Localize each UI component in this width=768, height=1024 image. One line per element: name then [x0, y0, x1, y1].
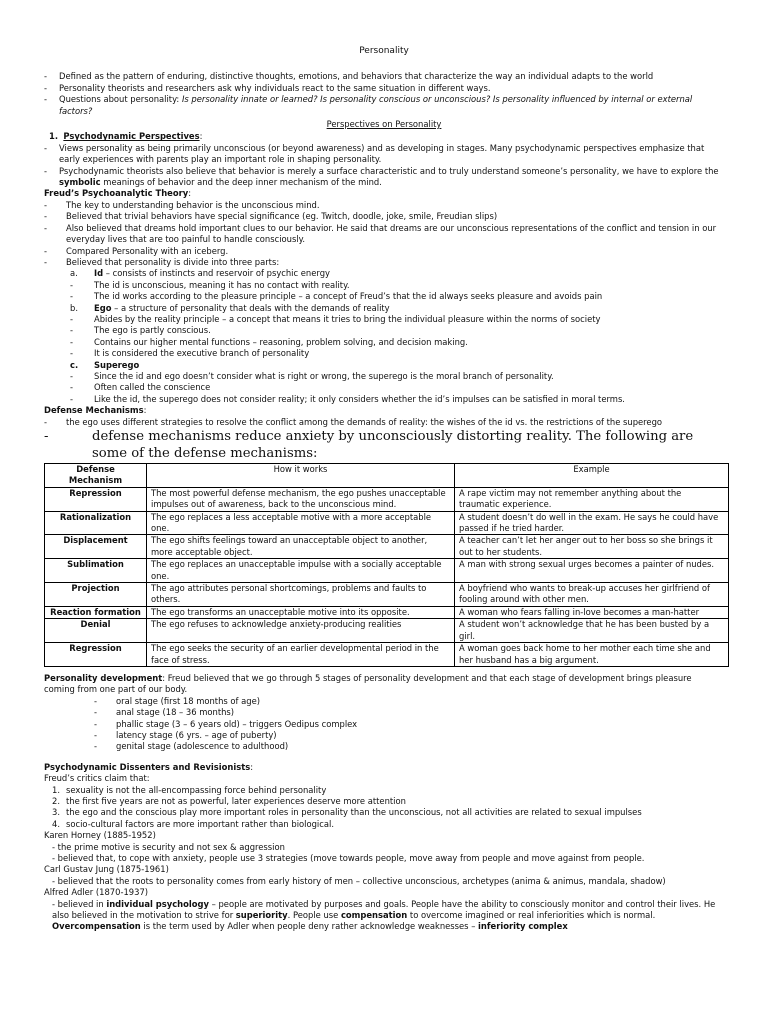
defense-item: - the ego uses different strategies to resolve the conflict among the demands of reality: the wishes of the id vs. the restrictions of the superego — [44, 416, 663, 427]
freud-section — [44, 188, 724, 405]
ego-part: b. Ego – a structure of personality that deals with the demands of reality — [70, 302, 390, 313]
adler-name: Alfred Adler (1870-1937) — [44, 887, 149, 898]
dissenters-section — [44, 762, 724, 933]
freud-item: - The key to understanding behavior is the unconscious mind. — [44, 199, 320, 210]
document-page — [44, 46, 724, 933]
table-header-row — [45, 464, 729, 488]
claim-item: 4. socio-cultural factors are more important rather than biological. — [52, 818, 334, 829]
stage-item: - genital stage (adolescence to adulthood) — [94, 741, 289, 752]
stage-item: - latency stage (6 yrs. – age of puberty) — [94, 729, 277, 740]
superego-item: - Like the id, the superego does not consider reality; it only considers whether the id’s impulses can be satisfied in moral terms. — [70, 393, 625, 404]
column-header: Defense Mechanism — [45, 464, 147, 488]
defense-item-large: - defense mechanisms reduce anxiety by unconsciously distorting reality. The following are some of the defense mechanisms: — [44, 429, 694, 461]
horney-name: Karen Horney (1885-1952) — [44, 830, 156, 841]
perspectives-heading: Perspectives on Personality — [326, 119, 442, 130]
ego-item: - It is considered the executive branch of personality — [70, 348, 310, 359]
column-header: How it works — [147, 464, 455, 488]
intro-item: - Defined as the pattern of enduring, distinctive thoughts, emotions, and behaviors that characterize the way an individual adapts to the world — [44, 71, 654, 82]
intro-list — [44, 71, 724, 117]
defense-mechanisms-table — [44, 463, 729, 667]
horney-item: - the prime motive is security and not sex & aggression — [52, 841, 285, 852]
claim-item: 1. sexuality is not the all-encompassing force behind personality — [52, 784, 327, 795]
table-row: Rationalization The ego replaces a less acceptable motive with a more acceptable one. A student doesn’t do well in the exam. He says he could have passed if he tried harder. — [45, 511, 729, 535]
defense-section — [44, 405, 724, 667]
ego-item: - Contains our higher mental functions – reasoning, problem solving, and decision making. — [70, 336, 468, 347]
superego-item: - Often called the conscience — [70, 382, 211, 393]
stage-item: - phallic stage (3 – 6 years old) – triggers Oedipus complex — [94, 718, 358, 729]
intro-item: - Personality theorists and researchers ask why individuals react to the same situation in different ways. — [44, 82, 491, 93]
id-part: a. Id – consists of instincts and reservoir of psychic energy — [70, 268, 330, 279]
table-row: Repression The most powerful defense mechanism, the ego pushes unacceptable impulses out of awareness, back to the unconscious mind. A rape victim may not remember anything about the traumatic experience. — [45, 487, 729, 511]
superego-item: - Since the id and ego doesn’t consider what is right or wrong, the superego is the moral branch of personality. — [70, 370, 554, 381]
table-row: Reaction formation The ego transforms an unacceptable motive into its opposite. A woman who fears falling in-love becomes a man-hatter — [45, 606, 729, 618]
dissenters-intro: Freud’s critics claim that: — [44, 773, 150, 784]
development-paragraph: Personality development: Freud believed that we go through 5 stages of personality development and that each stage of development brings pleasure coming from one part of our body. — [44, 672, 692, 695]
jung-name: Carl Gustav Jung (1875-1961) — [44, 864, 169, 875]
claim-item: 2. the first five years are not as powerful, later experiences deserve more attention — [52, 795, 406, 806]
dissenters-heading: Psychodynamic Dissenters and Revisionists: — [44, 761, 254, 772]
freud-item: - Believed that trivial behaviors have special significance (eg. Twitch, doodle, joke, smile, Freudian slips) — [44, 211, 498, 222]
id-item: - The id works according to the pleasure principle – a concept of Freud’s that the id always seeks pleasure and avoids pain — [70, 291, 603, 302]
freud-item: - Also believed that dreams hold important clues to our behavior. He said that dreams are our unconscious representations of the conflict and tension in our everyday lives that are too painful to handle consciously. — [44, 222, 717, 245]
ego-item: - The ego is partly conscious. — [70, 325, 211, 336]
freud-item: - Compared Personality with an iceberg. — [44, 245, 229, 256]
superego-part: c. Superego — [70, 359, 140, 370]
claim-item: 3. the ego and the conscious play more important roles in personality than the unconscious, not all activities are related to sexual impulses — [52, 807, 642, 818]
stage-item: - oral stage (first 18 months of age) — [94, 695, 261, 706]
table-row: Regression The ego seeks the security of an earlier developmental period in the face of stress. A woman goes back home to her mother each time she and her husband has a big argument. — [45, 643, 729, 667]
ego-item: - Abides by the reality principle – a concept that means it tries to bring the individual pleasure within the norms of society — [70, 313, 601, 324]
freud-heading: Freud’s Psychoanalytic Theory: — [44, 188, 192, 199]
table-row: Displacement The ego shifts feelings toward an unacceptable object to another, more acceptable object. A teacher can’t let her anger out to her boss so she brings it out to her students. — [45, 535, 729, 559]
column-header: Example — [455, 464, 729, 488]
psychodynamic-section — [44, 131, 724, 188]
psychodynamic-item: - Psychodynamic theorists also believe that behavior is merely a surface characteristic and to truly understand someone’s personality, we have to explore the symbolic meanings of behavior and the deep inner mechanism of the mind. — [44, 165, 719, 188]
table-row: Sublimation The ego replaces an unacceptable impulse with a socially acceptable one. A man with strong sexual urges becomes a painter of nudes. — [45, 559, 729, 583]
development-section — [44, 673, 724, 753]
jung-item: - believed that the roots to personality comes from early history of men – collective unconscious, archetypes (anima & animus, mandala, shadow) — [52, 875, 666, 886]
horney-item: - believed that, to cope with anxiety, people use 3 strategies (move towards people, move away from people and move against from people. — [52, 853, 645, 863]
table-row: Denial The ego refuses to acknowledge anxiety-producing realities A student won’t acknowledge that he has been busted by a girl. — [45, 619, 729, 643]
freud-item: - Believed that personality is divide into three parts: — [44, 256, 280, 267]
stage-item: - anal stage (18 – 36 months) — [94, 707, 235, 718]
id-item: - The id is unconscious, meaning it has no contact with reality. — [70, 279, 350, 290]
psychodynamic-heading: 1. Psychodynamic Perspectives: — [49, 131, 203, 142]
table-row: Projection The ago attributes personal shortcomings, problems and faults to others. A boyfriend who wants to break-up accuses her girlfriend of fooling around with other men. — [45, 583, 729, 607]
psychodynamic-item: - Views personality as being primarily unconscious (or beyond awareness) and as developing in stages. Many psychodynamic perspectives emphasize that early experiences with parents play an important role in shaping personality. — [44, 142, 705, 165]
defense-heading: Defense Mechanisms: — [44, 405, 147, 416]
intro-item: - Questions about personality: Is personality innate or learned? Is personality conscious or unconscious? Is personality influenced by internal or external factors? — [44, 94, 693, 116]
adler-item: - believed in individual psychology – people are motivated by purposes and goals. People have the ability to consciously monitor and control their lives. He also believed in the motivation to strive for superiority. People use compensation to overcome imagined or real inferiorities which is normal. Overcompensation is the term used by Adler when people deny rather acknowledge weaknesses – inferiority complex — [52, 898, 716, 932]
page-title: Personality — [359, 46, 409, 56]
